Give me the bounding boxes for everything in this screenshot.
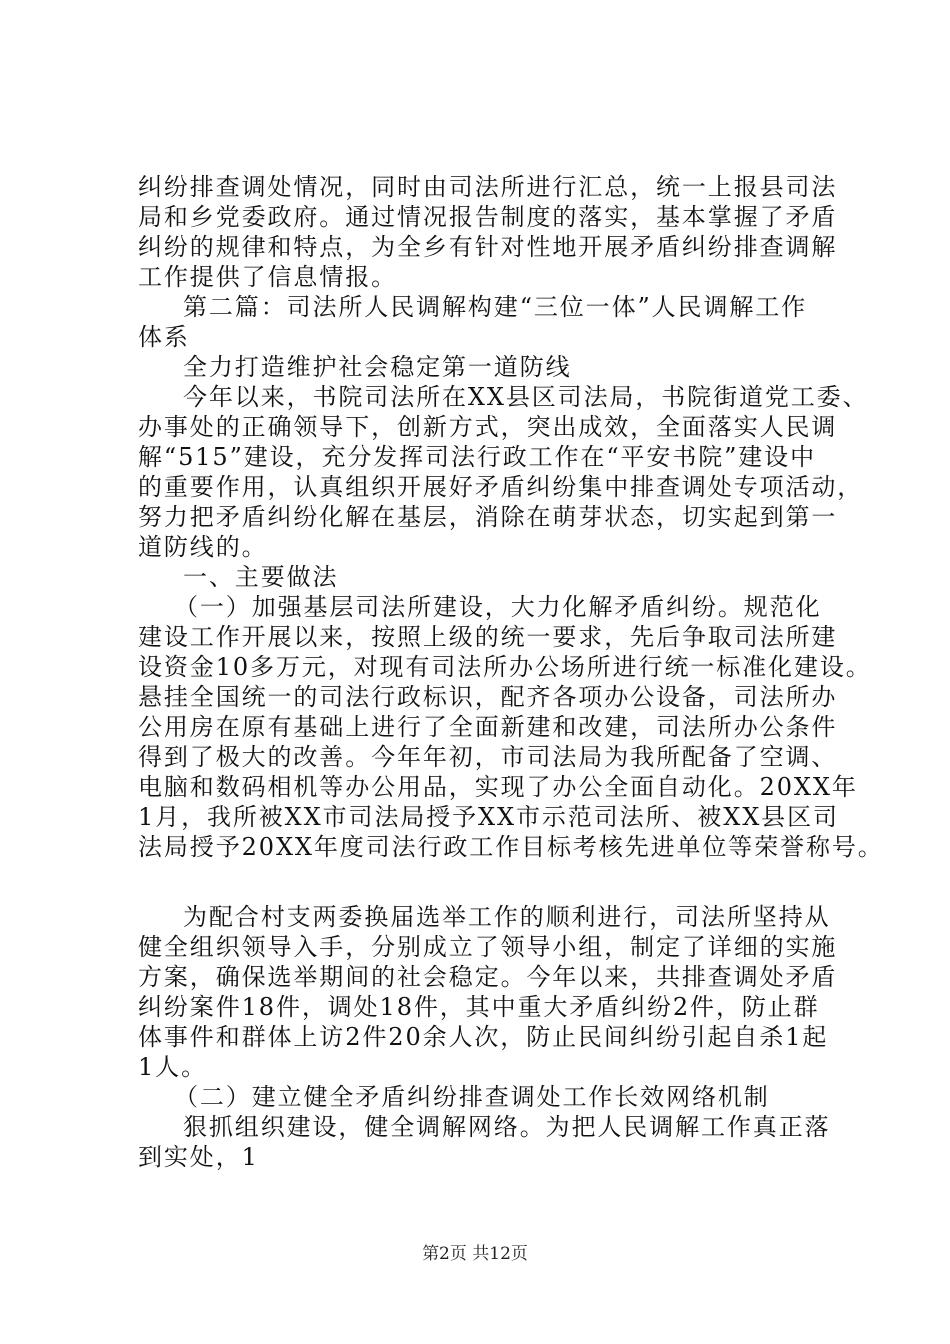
text-line: 电脑和数码相机等办公用品，实现了办公全面自动化。20XX年 bbox=[138, 773, 858, 801]
text-line: 努力把矛盾纠纷化解在基层，消除在萌芽状态，切实起到第一 bbox=[138, 503, 838, 531]
text-line: （二）建立健全矛盾纠纷排查调处工作长效网络机制 bbox=[174, 1083, 770, 1111]
text-line: 局和乡党委政府。通过情况报告制度的落实，基本掌握了矛盾 bbox=[138, 203, 838, 231]
text-line: 1人。 bbox=[138, 1053, 207, 1081]
section-heading-continued: 体系 bbox=[138, 323, 190, 351]
text-line: 方案，确保选举期间的社会稳定。今年以来，共排查调处矛盾 bbox=[138, 963, 838, 991]
text-line: 解“515”建设，充分发挥司法行政工作在“平安书院”建设中 bbox=[138, 443, 816, 471]
heading-main-practices: 一、主要做法 bbox=[183, 563, 339, 591]
text-line: 体事件和群体上访2件20余人次，防止民间纠纷引起自杀1起 bbox=[138, 1023, 829, 1051]
text-line: 纠纷排查调处情况，同时由司法所进行汇总，统一上报县司法 bbox=[138, 173, 838, 201]
text-line: 办事处的正确领导下，创新方式，突出成效，全面落实人民调 bbox=[138, 413, 838, 441]
text-line: 到实处，1 bbox=[138, 1143, 259, 1171]
text-line: 公用房在原有基础上进行了全面新建和改建，司法所办公条件 bbox=[138, 713, 838, 741]
subheading-one: （一）加强基层司法所建设，大力化解矛盾纠纷。规范化 bbox=[174, 593, 822, 621]
page-number-footer: 第2页 共12页 bbox=[422, 1244, 528, 1264]
text-line: 道防线的。 bbox=[138, 533, 268, 561]
subtitle-line: 全力打造维护社会稳定第一道防线 bbox=[183, 353, 572, 381]
text-line: 悬挂全国统一的司法行政标识，配齐各项办公设备，司法所办 bbox=[138, 683, 838, 711]
text-line: 1月，我所被XX市司法局授予XX市示范司法所、被XX县区司 bbox=[138, 803, 839, 831]
text-line: 狠抓组织建设，健全调解网络。为把人民调解工作真正落 bbox=[183, 1113, 831, 1141]
text-line: 工作提供了信息情报。 bbox=[138, 263, 397, 291]
text-line: 法局授予20XX年度司法行政工作目标考核先进单位等荣誉称号。 bbox=[138, 833, 884, 861]
text-line: 为配合村支两委换届选举工作的顺利进行，司法所坚持从 bbox=[183, 903, 831, 931]
text-line: 得到了极大的改善。今年年初，市司法局为我所配备了空调、 bbox=[138, 743, 838, 771]
text-line: 设资金10多万元，对现有司法所办公场所进行统一标准化建设。 bbox=[138, 653, 872, 681]
text-line: 纠纷的规律和特点，为全乡有针对性地开展矛盾纠纷排查调解 bbox=[138, 233, 838, 261]
text-line: 纠纷案件18件，调处18件，其中重大矛盾纠纷2件，防止群 bbox=[138, 993, 820, 1021]
text-line: 今年以来，书院司法所在XX县区司法局，书院街道党工委、 bbox=[183, 383, 869, 411]
section-heading: 第二篇：司法所人民调解构建“三位一体”人民调解工作 bbox=[183, 293, 808, 321]
text-line: 的重要作用，认真组织开展好矛盾纠纷集中排查调处专项活动， bbox=[138, 473, 864, 501]
text-line: 建设工作开展以来，按照上级的统一要求，先后争取司法所建 bbox=[138, 623, 838, 651]
text-line: 健全组织领导入手，分别成立了领导小组，制定了详细的实施 bbox=[138, 933, 838, 961]
